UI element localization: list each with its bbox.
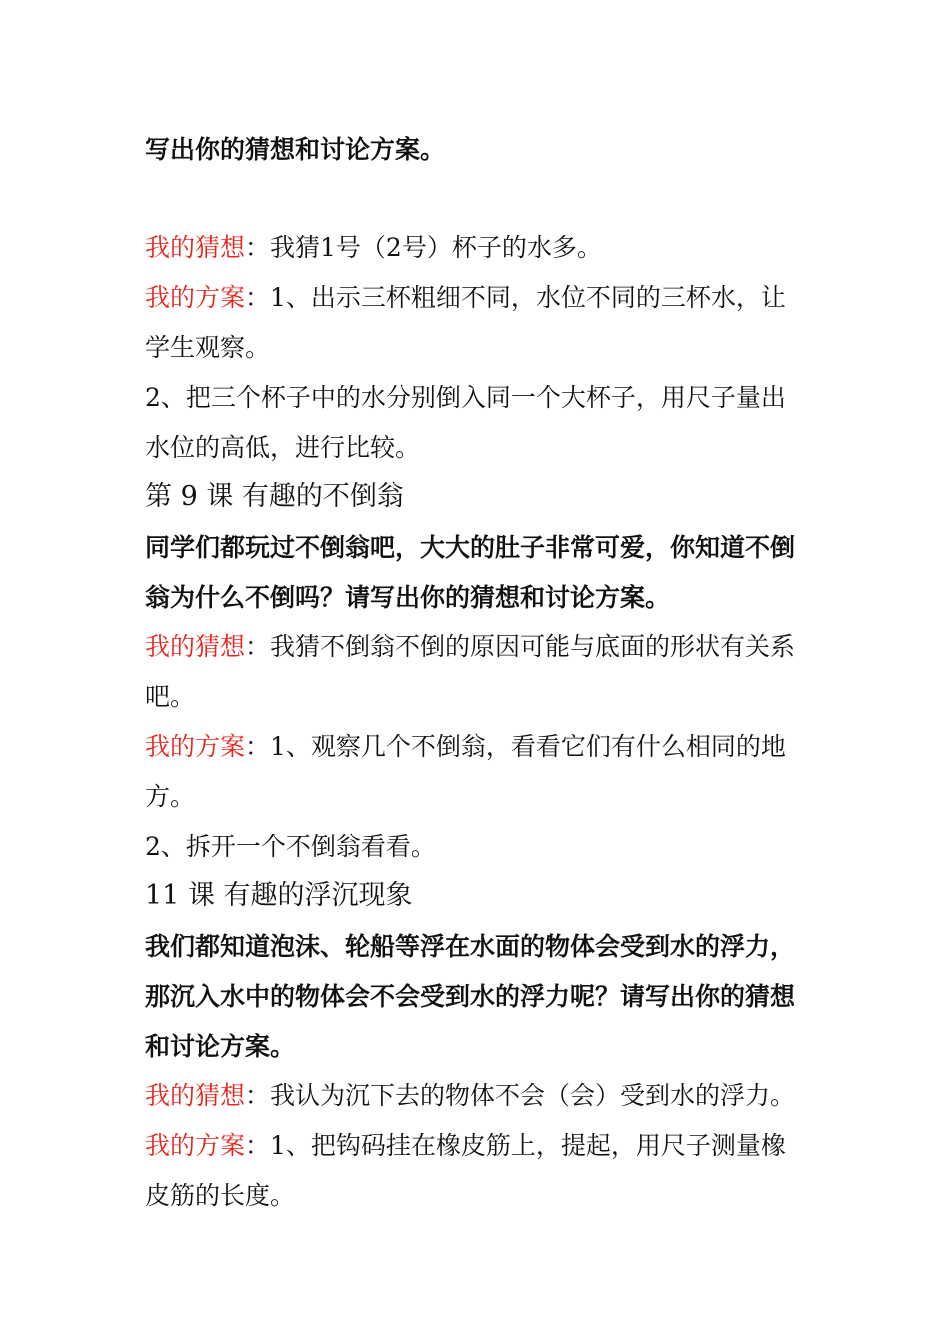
plan-label: 我的方案 bbox=[145, 283, 246, 312]
lesson9-plan-line-cont: 方。 bbox=[145, 782, 196, 811]
guess-text: ：我猜1号（2号）杯子的水多。 bbox=[245, 233, 602, 262]
q8-plan2-line: 2、把三个杯子中的水分别倒入同一个大杯子，用尺子量出 bbox=[145, 383, 786, 412]
plan-label: 我的方案 bbox=[145, 732, 246, 761]
lesson9-plan-line bbox=[145, 730, 825, 764]
lesson11-guess-line bbox=[145, 1079, 825, 1113]
q8-plan-line-cont: 学生观察。 bbox=[145, 333, 271, 362]
guess-label: 我的猜想 bbox=[145, 1081, 246, 1110]
q8-prompt-tail: 写出你的猜想和讨论方案。 bbox=[145, 135, 446, 164]
plan-label: 我的方案 bbox=[145, 1131, 246, 1160]
lesson11-title: 11 课 有趣的浮沉现象 bbox=[145, 880, 413, 911]
lesson9-guess-line bbox=[145, 630, 825, 664]
lesson11-prompt-line1: 我们都知道泡沫、轮船等浮在水面的物体会受到水的浮力， bbox=[145, 932, 796, 961]
q8-plan2-line-cont: 水位的高低，进行比较。 bbox=[145, 433, 421, 462]
guess-text: ：我猜不倒翁不倒的原因可能与底面的形状有关系 bbox=[245, 632, 796, 661]
guess-label: 我的猜想 bbox=[145, 233, 246, 262]
plan-text: ：1、观察几个不倒翁，看看它们有什么相同的地 bbox=[245, 732, 786, 761]
lesson11-plan-line-cont: 皮筋的长度。 bbox=[145, 1181, 296, 1210]
lesson9-prompt-line1: 同学们都玩过不倒翁吧，大大的肚子非常可爱，你知道不倒 bbox=[145, 533, 796, 562]
lesson9-title: 第 9 课 有趣的不倒翁 bbox=[145, 481, 404, 512]
lesson11-plan-line bbox=[145, 1129, 825, 1163]
lesson9-plan2-line: 2、拆开一个不倒翁看看。 bbox=[145, 832, 436, 861]
lesson9-prompt-line2: 翁为什么不倒吗？请写出你的猜想和讨论方案。 bbox=[145, 583, 671, 612]
guess-text: ：我认为沉下去的物体不会（会）受到水的浮力。 bbox=[245, 1081, 796, 1110]
plan-text: ：1、把钩码挂在橡皮筋上，提起，用尺子测量橡 bbox=[245, 1131, 786, 1160]
lesson11-prompt-line3: 和讨论方案。 bbox=[145, 1032, 296, 1061]
q8-plan-line bbox=[145, 281, 825, 315]
lesson11-prompt-line2: 那沉入水中的物体会不会受到水的浮力呢？请写出你的猜想 bbox=[145, 982, 796, 1011]
lesson9-guess-line-cont: 吧。 bbox=[145, 682, 196, 711]
guess-label: 我的猜想 bbox=[145, 632, 246, 661]
q8-guess-line bbox=[145, 231, 825, 265]
plan-text: ：1、出示三杯粗细不同，水位不同的三杯水，让 bbox=[245, 283, 786, 312]
